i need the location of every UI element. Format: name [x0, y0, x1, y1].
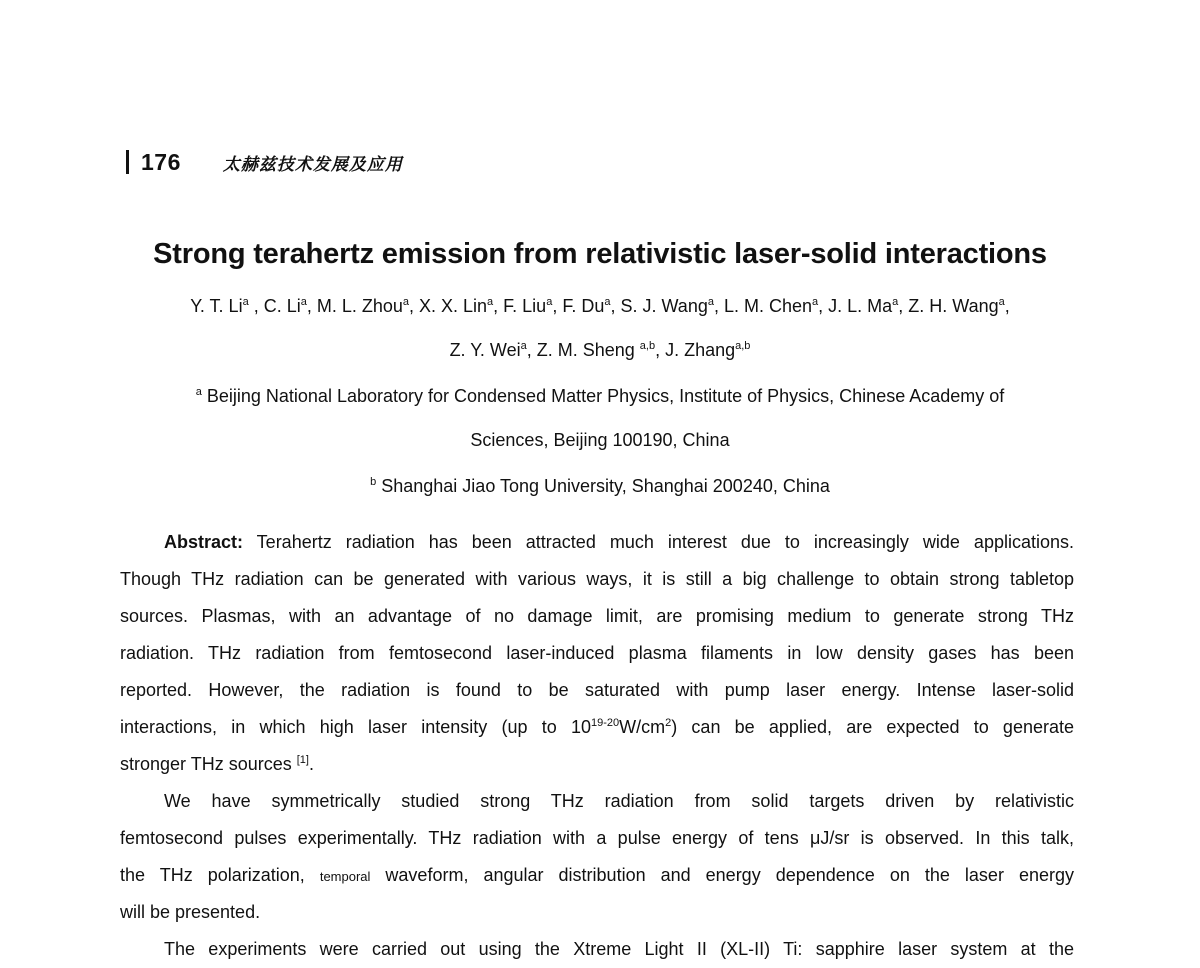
affiliation-a-line-1 [0, 386, 1200, 407]
author-affiliation-mark: a [707, 296, 714, 308]
author-list-line-2 [0, 340, 1200, 361]
author-name: , L. M. Chen [713, 296, 813, 316]
author-affiliation-mark: a [520, 340, 527, 352]
affiliation-b-text: Shanghai Jiao Tong University, Shanghai 200240, China [376, 476, 830, 496]
author-name: , S. J. Wang [610, 296, 708, 316]
exponent: 19-20 [590, 717, 620, 729]
affiliation-a-text: Beijing National Laboratory for Condensed Matter Physics, Institute of Physics, Chinese Academy of [201, 386, 1005, 406]
body-line: will be presented. [120, 902, 261, 922]
abstract-text: stronger THz sources [120, 754, 297, 774]
abstract-text: interactions, in which high laser intensity (up to 10 [120, 717, 591, 737]
author-name: , J. L. Ma [818, 296, 893, 316]
affiliation-a-line-2: Sciences, Beijing 100190, China [470, 430, 730, 450]
abstract-label: Abstract: [164, 532, 244, 552]
author-name: , X. X. Lin [409, 296, 488, 316]
header-rule [126, 150, 129, 174]
abstract-paragraph [120, 524, 1074, 783]
paper-title: Strong terahertz emission from relativistic laser-solid interactions [153, 238, 1047, 270]
exponent: 2 [665, 717, 672, 729]
body-line: The experiments were carried out using the Xtreme Light II (XL-II) Ti: sapphire laser system at the [164, 939, 1074, 959]
author-name: , F. Liu [493, 296, 547, 316]
body-paragraph-3-cutoff [120, 931, 1074, 959]
affiliation-mark-b: b [370, 476, 377, 488]
author-affiliation-mark: a [604, 296, 611, 308]
abstract-line: reported. However, the radiation is found to be saturated with pump laser energy. Intense laser-solid [120, 680, 1074, 700]
affiliation-mark-a: a [195, 386, 202, 398]
author-name: , Z. M. Sheng [526, 340, 640, 360]
abstract-text: . [308, 754, 314, 774]
author-affiliation-mark: a [998, 296, 1005, 308]
author-name: Z. Y. Wei [449, 340, 521, 360]
author-list-line-1 [0, 296, 1200, 317]
author-affiliation-mark: a [812, 296, 819, 308]
page-number: 176 [141, 148, 181, 175]
body-line: We have symmetrically studied strong THz radiation from solid targets driven by relativistic [164, 791, 1074, 811]
abstract-text: Terahertz radiation has been attracted much interest due to increasingly wide applications. [243, 532, 1074, 552]
body-text: waveform, angular distribution and energy dependence on the laser energy [370, 865, 1074, 885]
affiliation-b [0, 476, 1200, 497]
author-affiliation-mark: a [892, 296, 899, 308]
body-text-small: temporal [319, 869, 371, 884]
author-affiliation-mark: a,b [639, 340, 656, 352]
abstract-line: sources. Plasmas, with an advantage of no damage limit, are promising medium to generate strong THz [120, 606, 1074, 626]
author-affiliation-mark: a [402, 296, 409, 308]
abstract-line [120, 709, 1074, 746]
abstract-text: ) can be applied, are expected to generate [671, 717, 1074, 737]
author-name: , M. L. Zhou [306, 296, 403, 316]
author-name: , F. Du [552, 296, 605, 316]
author-name: , Z. H. Wang [898, 296, 999, 316]
citation-ref: [1] [296, 754, 309, 766]
body-line: femtosecond pulses experimentally. THz radiation with a pulse energy of tens μJ/sr is observed. In this talk, [120, 828, 1074, 848]
abstract-line [120, 524, 1074, 561]
abstract-line: Though THz radiation can be generated with various ways, it is still a big challenge to obtain strong tabletop [120, 569, 1074, 589]
author-name: , C. Li [248, 296, 301, 316]
body-text: the THz polarization, [120, 865, 320, 885]
author-affiliation-mark: a,b [735, 340, 751, 352]
author-affiliation-mark: a [546, 296, 553, 308]
body-line [120, 857, 1074, 894]
author-affiliation-mark: a [487, 296, 494, 308]
author-separator: , [1004, 296, 1010, 316]
author-affiliation-mark: a [242, 296, 249, 308]
abstract-line: radiation. THz radiation from femtosecond laser-induced plasma filaments in low density gases has been [120, 643, 1074, 663]
body-paragraph-2 [120, 783, 1074, 931]
book-title: 太赫兹技术发展及应用 [222, 154, 403, 175]
running-header [126, 146, 403, 178]
author-name: , J. Zhang [655, 340, 736, 360]
abstract-line [120, 746, 1074, 783]
author-affiliation-mark: a [300, 296, 307, 308]
author-name: Y. T. Li [190, 296, 243, 316]
abstract-text: W/cm [619, 717, 666, 737]
